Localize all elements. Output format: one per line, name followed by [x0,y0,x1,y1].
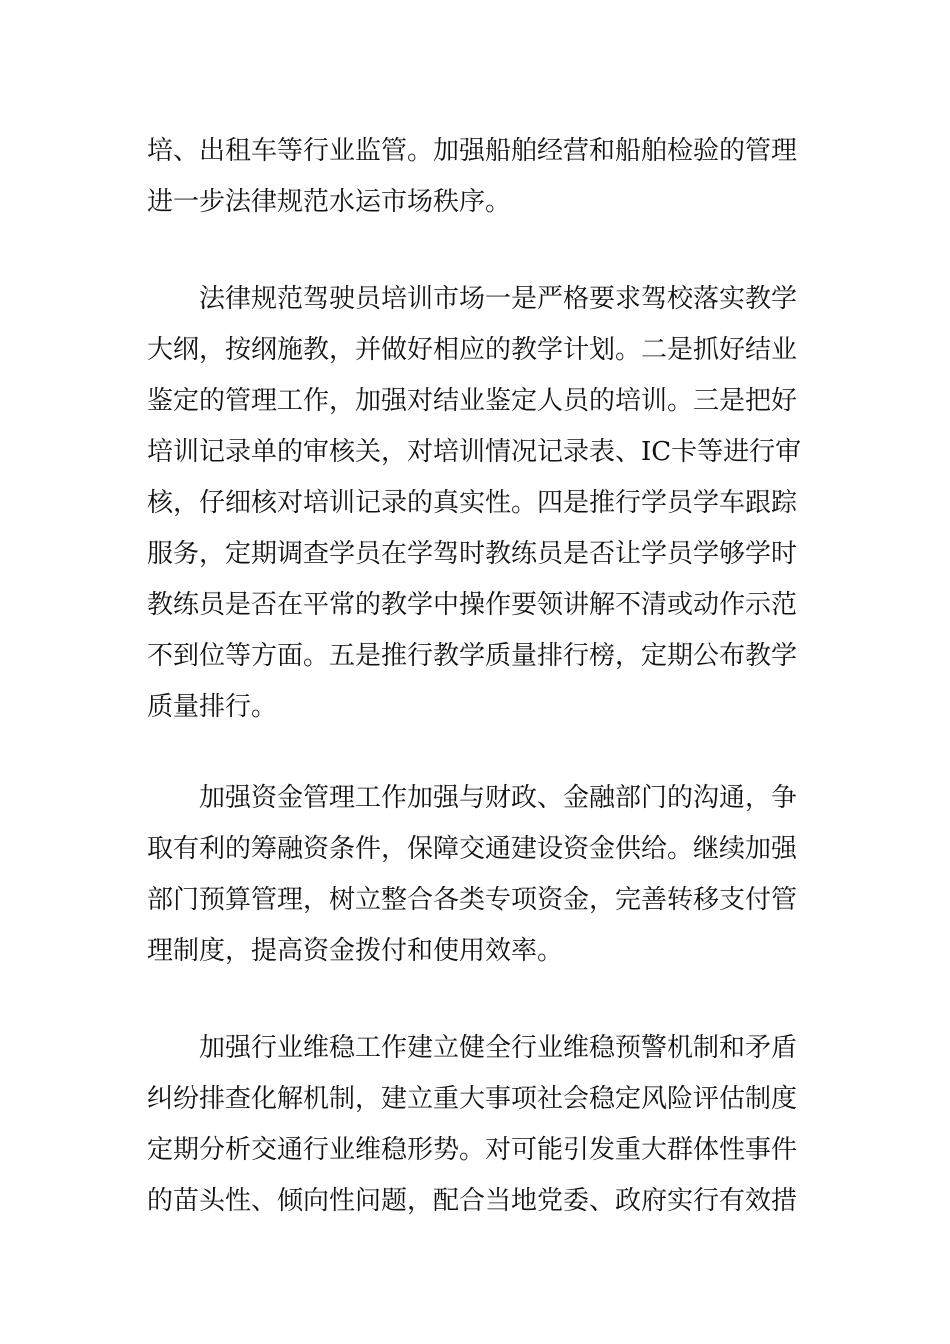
paragraph-3 [147,773,812,977]
paragraph-line: 取有利的筹融资条件，保障交通建设资金供给。继续加强 [147,834,798,864]
paragraph-line: 定期分析交通行业维稳形势。对可能引发重大群体性事件 [147,1135,798,1165]
paragraph-line: 质量排行。 [147,692,278,722]
paragraph-line: 部门预算管理，树立整合各类专项资金，完善转移支付管 [147,885,798,915]
paragraph-1 [147,126,812,228]
paragraph-line: 教练员是否在平常的教学中操作要领讲解不清或动作示范 [147,590,798,620]
paragraph-4 [147,1023,812,1227]
paragraph-line: 培训记录单的审核关，对培训情况记录表、IC卡等进行审 [147,437,802,467]
paragraph-2 [147,274,812,733]
paragraph-line: 法律规范驾驶员培训市场一是严格要求驾校落实教学 [199,284,798,314]
paragraph-line: 大纲，按纲施教，并做好相应的教学计划。二是抓好结业 [147,335,798,365]
paragraph-line: 加强行业维稳工作建立健全行业维稳预警机制和矛盾 [199,1033,798,1063]
paragraph-line: 进一步法律规范水运市场秩序。 [147,187,512,217]
paragraph-line: 服务，定期调查学员在学驾时教练员是否让学员学够学时 [147,539,798,569]
paragraph-line: 不到位等方面。五是推行教学质量排行榜，定期公布教学 [147,641,798,671]
paragraph-line: 纠纷排查化解机制，建立重大事项社会稳定风险评估制度 [147,1084,798,1114]
paragraph-line: 的苗头性、倾向性问题，配合当地党委、政府实行有效措 [147,1186,798,1216]
paragraph-line: 加强资金管理工作加强与财政、金融部门的沟通，争 [199,783,798,813]
paragraph-line: 培、出租车等行业监管。加强船舶经营和船舶检验的管理 [147,136,798,166]
paragraph-line: 鉴定的管理工作，加强对结业鉴定人员的培训。三是把好 [147,386,798,416]
paragraph-line: 理制度，提高资金拨付和使用效率。 [147,936,564,966]
paragraph-line: 核，仔细核对培训记录的真实性。四是推行学员学车跟踪 [147,488,798,518]
